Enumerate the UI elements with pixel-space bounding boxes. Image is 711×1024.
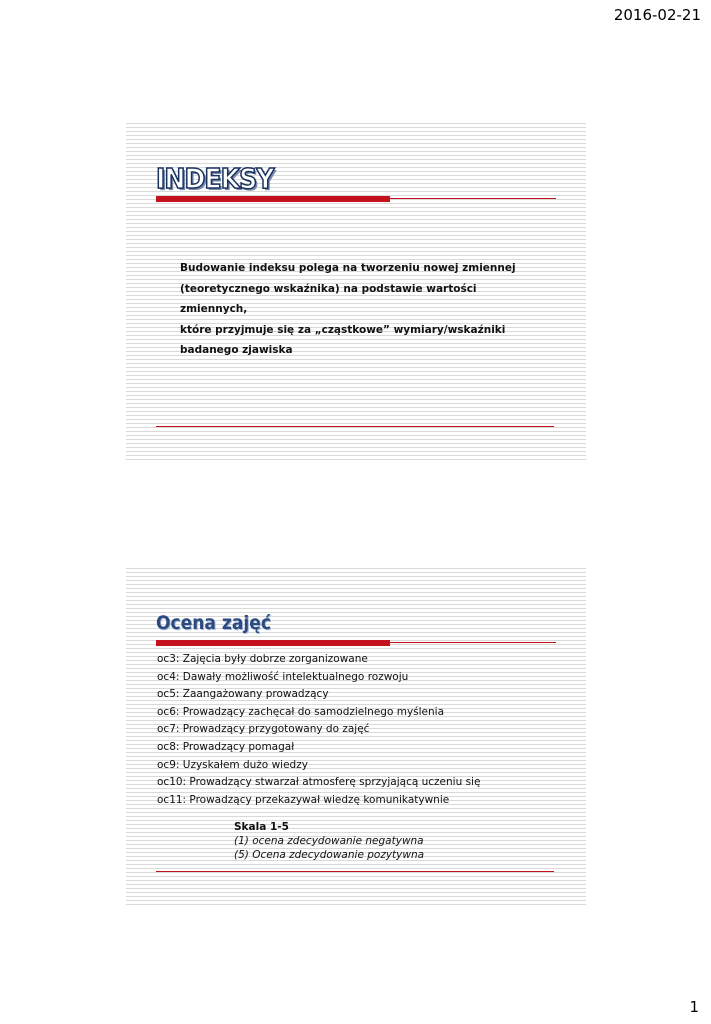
body-line: (teoretycznego wskaźnika) na podstawie wartości zmiennych, xyxy=(180,282,477,315)
header-date: 2016-02-21 xyxy=(613,6,701,24)
title-underline xyxy=(156,196,556,202)
slide-bottom-rule xyxy=(156,426,554,427)
slide-body-text xyxy=(180,258,530,361)
scale-negative: (1) ocena zdecydowanie negatywna xyxy=(234,835,424,847)
list-item: oc4: Dawały możliwość intelektualnego rozwoju xyxy=(157,670,409,683)
list-item: oc9: Uzyskałem dużo wiedzy xyxy=(157,758,308,771)
list-item: oc3: Zajęcia były dobrze zorganizowane xyxy=(157,653,368,665)
title-underline-thin xyxy=(390,198,556,199)
list-item: oc7: Prowadzący przygotowany do zajęć xyxy=(157,723,370,736)
list-item: oc10: Prowadzący stwarzał atmosferę sprzyjającą uczeniu się xyxy=(157,776,481,789)
slide-indeksy xyxy=(126,120,586,460)
title-underline-thin xyxy=(390,642,556,643)
list-item: oc5: Zaangażowany prowadzący xyxy=(157,688,329,701)
title-underline-thick xyxy=(156,640,390,646)
body-line: Budowanie indeksu polega na tworzeniu nowej zmiennej xyxy=(180,262,516,274)
scale-legend xyxy=(234,820,424,862)
list-item: oc6: Prowadzący zachęcał do samodzielnego myślenia xyxy=(157,705,445,718)
list-item: oc8: Prowadzący pomagał xyxy=(157,740,295,753)
evaluation-items-list xyxy=(157,651,480,809)
list-item: oc11: Prowadzący przekazywał wiedzę komunikatywnie xyxy=(157,793,450,806)
body-line: badanego zjawiska xyxy=(180,344,293,356)
slide-ocena-zajec xyxy=(126,565,586,905)
page-number: 1 xyxy=(689,998,699,1016)
slide-bottom-rule xyxy=(156,871,554,872)
scale-title: Skala 1-5 xyxy=(234,821,289,833)
title-underline-thick xyxy=(156,196,390,202)
scale-positive: (5) Ocena zdecydowanie pozytywna xyxy=(234,849,425,861)
slide-title: INDEKSY xyxy=(156,162,274,195)
slide-title: Ocena zajęć xyxy=(156,612,271,634)
title-underline xyxy=(156,640,556,646)
body-line: które przyjmuje się za „cząstkowe” wymiary/wskaźniki xyxy=(180,323,506,336)
